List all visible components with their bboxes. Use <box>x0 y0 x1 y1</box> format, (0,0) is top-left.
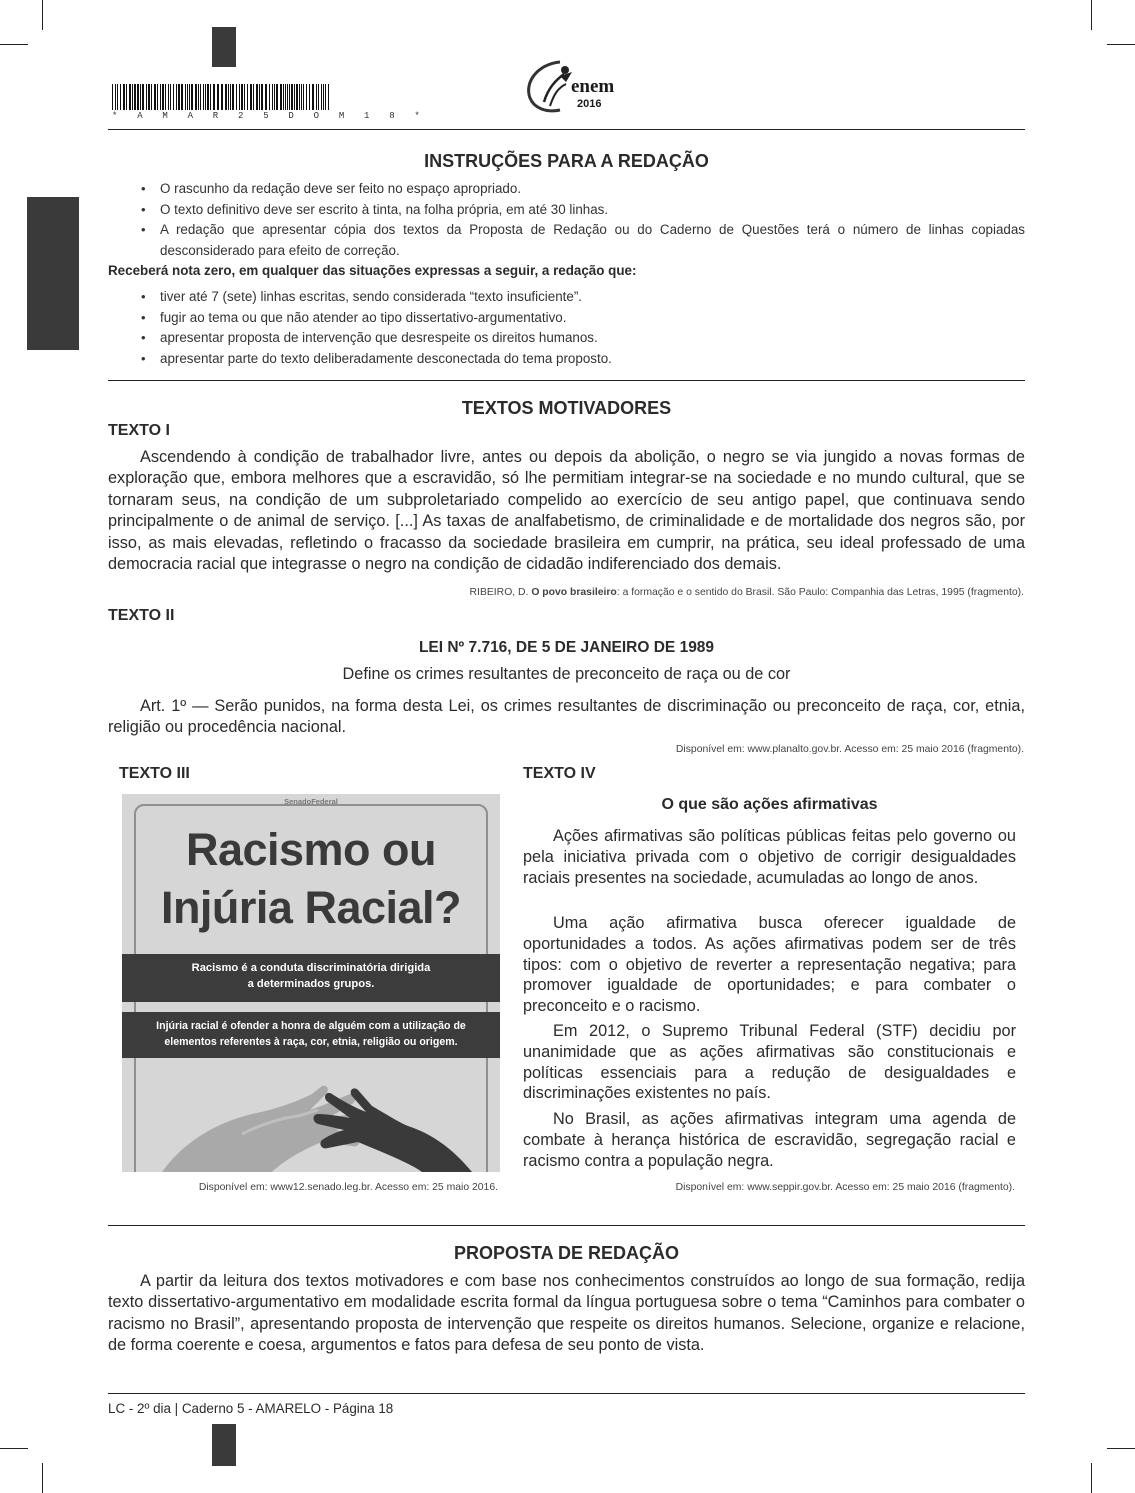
barcode-bar <box>285 84 286 110</box>
crop-mark <box>42 1463 43 1493</box>
barcode-bar <box>205 84 206 110</box>
texto-i-label: TEXTO I <box>108 422 170 439</box>
barcode-bar <box>253 84 254 110</box>
barcode-bar <box>318 84 319 110</box>
barcode-bar <box>321 84 322 110</box>
barcode-bar <box>312 84 314 110</box>
poster-image <box>122 794 500 1172</box>
barcode-bar <box>200 84 201 110</box>
texto-iv-paragraph: Uma ação afirmativa busca oferecer igualdade de oportunidades a todos. As ações afirmativas podem ser de três tipos: com o objetivo de reverter a representação negativa; para promover igualdade de oportunidades; e para combater o preconceito e o racismo. <box>523 914 1016 1016</box>
barcode-bar <box>117 84 118 110</box>
crop-mark <box>0 1448 28 1449</box>
barcode-bar <box>203 84 204 110</box>
poster-title-line1: Racismo ou <box>185 824 437 875</box>
texto-iv-paragraph: Ações afirmativas são políticas públicas feitas pelo governo ou pela iniciativa privada com o objetivo de corrigir desigualdades raciais presentes na sociedade, acumuladas ao longo de anos. <box>523 827 1016 887</box>
barcode-bar <box>195 84 197 110</box>
barcode-bar <box>137 84 139 110</box>
barcode-code: * A M A R 2 5 D O M 1 8 * <box>112 111 428 121</box>
barcode-bar <box>185 84 186 110</box>
barcode-bar <box>187 84 188 110</box>
barcode-bar <box>299 84 300 110</box>
texto-ii-label: TEXTO II <box>108 607 175 624</box>
zero-score-list <box>140 287 1025 369</box>
list-item: • tiver até 7 (sete) linhas escritas, sendo considerada “texto insuficiente”. <box>140 287 1025 308</box>
divider <box>108 380 1025 381</box>
texto-iv-paragraph: Em 2012, o Supremo Tribunal Federal (STF) decidiu por unanimidade que as ações afirmativas são constitucionais e políticas essenciais para a redução de desigualdades e discriminações existentes no país. <box>523 1022 1016 1103</box>
barcode-bar <box>115 84 116 110</box>
barcode-bar <box>269 84 270 110</box>
texto-iii-label: TEXTO III <box>119 765 190 782</box>
barcode-bar <box>132 84 133 110</box>
barcode-bar <box>198 84 199 110</box>
proposta-body: A partir da leitura dos textos motivadores e com base nos conhecimentos construídos ao longo de sua formação, redija texto dissertativo-argumentativo em modalidade escrita formal da língua portuguesa sobre o tema “Caminhos para combater o racismo no Brasil”, apresentando proposta de intervenção que respeite os direitos humanos. Selecione, organize e relacione, de forma coerente e coesa, argumentos e fatos para defesa de seu ponto de vista. <box>108 1272 1025 1355</box>
logo-wordmark: enem <box>571 76 615 97</box>
barcode-bar <box>325 84 326 110</box>
barcode-bar <box>146 84 147 110</box>
barcode-bar <box>176 84 177 110</box>
barcode-bar <box>181 84 183 110</box>
barcode-bar <box>162 84 164 110</box>
poster-title-line2: Injúria Racial? <box>160 882 462 933</box>
barcode-bar <box>210 84 211 110</box>
page-footer: LC - 2º dia | Caderno 5 - AMARELO - Página 18 <box>108 1401 394 1416</box>
barcode-bar <box>126 84 127 110</box>
texto-i-source: RIBEIRO, D. O povo brasileiro: a formação e o sentido do Brasil. São Paulo: Companhia das Letras, 1995 (fragmento). <box>469 587 1024 598</box>
instructions-list <box>140 179 1025 261</box>
texto-iii-source: Disponível em: www12.senado.leg.br. Acesso em: 25 maio 2016. <box>198 1182 498 1193</box>
barcode-bar <box>291 84 293 110</box>
barcode-bar <box>272 84 273 110</box>
barcode-bar <box>236 84 237 110</box>
list-item: • apresentar parte do texto deliberadamente desconectada do tema proposto. <box>140 349 1025 370</box>
barcode-bar <box>148 84 150 110</box>
crop-mark <box>1091 1463 1092 1493</box>
divider <box>108 129 1025 130</box>
barcode-bar <box>140 84 141 110</box>
barcode-bar <box>213 84 215 110</box>
barcode-bar <box>301 84 302 110</box>
barcode-bar <box>250 84 252 110</box>
barcode-bar <box>123 84 125 110</box>
barcode-bar <box>207 84 209 110</box>
barcode-bar <box>283 84 284 110</box>
barcode-bar <box>225 84 227 110</box>
barcode-bar <box>306 84 307 110</box>
barcode-bar <box>173 84 174 110</box>
barcode-bar <box>244 84 245 110</box>
barcode-bar <box>232 84 234 110</box>
barcode-bar <box>129 84 131 110</box>
texto-ii-source: Disponível em: www.planalto.gov.br. Acesso em: 25 maio 2016 (fragmento). <box>675 744 1024 755</box>
barcode-bar <box>189 84 190 110</box>
poster-band-injuria: Injúria racial é ofender a honra de alguém com a utilização de elementos referentes à raça, cor, etnia, religião ou origem. <box>122 1012 500 1058</box>
barcode-bar <box>228 84 229 110</box>
divider <box>108 1393 1025 1394</box>
crop-mark <box>0 44 28 45</box>
barcode-bar <box>274 84 275 110</box>
poster-brand: SenadoFederal <box>284 797 338 806</box>
barcode-bar <box>265 84 267 110</box>
barcode-bar <box>296 84 298 110</box>
barcode-bar <box>168 84 169 110</box>
barcode-bar <box>170 84 171 110</box>
texto-iv-label: TEXTO IV <box>523 765 596 782</box>
barcode-bar <box>323 84 324 110</box>
barcode-bar <box>230 84 231 110</box>
list-item: • O rascunho da redação deve ser feito no espaço apropriado. <box>140 179 1025 200</box>
crop-mark <box>1107 44 1135 45</box>
poster-band-racismo: Racismo é a conduta discriminatória dirigida a determinados grupos. <box>122 954 500 1002</box>
list-item: • fugir ao tema ou que não atender ao tipo dissertativo-argumentativo. <box>140 308 1025 329</box>
barcode-bar <box>154 84 156 110</box>
texto-iv-source: Disponível em: www.seppir.gov.br. Acesso em: 25 maio 2016 (fragmento). <box>675 1182 1015 1193</box>
barcode-bar <box>160 84 161 110</box>
law-subtitle: Define os crimes resultantes de preconceito de raça ou de cor <box>342 665 791 683</box>
barcode-bar <box>294 84 295 110</box>
barcode-bar <box>217 84 219 110</box>
barcode-bar <box>303 84 304 110</box>
barcode-bar <box>151 84 152 110</box>
barcode-bar <box>287 84 288 110</box>
zero-score-heading: Receberá nota zero, em qualquer das situações expressas a seguir, a redação que: <box>108 263 637 278</box>
barcode-bar <box>157 84 158 110</box>
barcode-bar <box>120 84 121 110</box>
instructions-title: INSTRUÇÕES PARA A REDAÇÃO <box>424 151 709 171</box>
proposta-title: PROPOSTA DE REDAÇÃO <box>453 1243 680 1263</box>
crop-mark <box>1091 0 1092 30</box>
barcode-bar <box>309 84 310 110</box>
barcode-bar <box>247 84 248 110</box>
barcode-bar <box>142 84 144 110</box>
barcode-bar <box>178 84 180 110</box>
barcode-bar <box>289 84 290 110</box>
barcode-bar <box>239 84 240 110</box>
barcode <box>112 84 334 110</box>
registration-marker-bottom <box>212 1424 236 1466</box>
texto-iv-paragraph: No Brasil, as ações afirmativas integram uma agenda de combate à herança histórica de escravidão, segregação racial e racismo contra a população negra. <box>523 1110 1016 1170</box>
crop-mark <box>42 0 43 30</box>
barcode-bar <box>276 84 278 110</box>
texto-ii-body: Art. 1º — Serão punidos, na forma desta Lei, os crimes resultantes de discriminação ou preconceito de raça, cor, etnia, religião ou procedência nacional. <box>108 697 1025 737</box>
barcode-bar <box>241 84 243 110</box>
texto-i-body: Ascendendo à condição de trabalhador livre, antes ou depois da abolição, o negro se via jungido a novas formas de exploração que, embora melhores que a escravidão, só lhe permitiam integrar-se na sociedade e no mundo cultural, que se tornaram seus, na condição de um subproletariado compelido ao exercício de seu antigo papel, que continuava sendo principalmente o de animal de serviço. [...] As taxas de analfabetismo, de criminalidade e de mortalidade dos negros são, por isso, as mais elevadas, refletindo o fracasso da sociedade brasileira em cumprir, na prática, seu ideal professado de uma democracia racial que integrasse o negro na condição de cidadão indiferenciado dos demais. <box>108 448 1025 574</box>
list-item: • apresentar proposta de intervenção que desrespeite os direitos humanos. <box>140 328 1025 349</box>
registration-marker-top <box>212 27 236 67</box>
barcode-bar <box>256 84 258 110</box>
list-item: • A redação que apresentar cópia dos textos da Proposta de Redação ou do Caderno de Questões terá o número de linhas copiadas desconsiderado para efeito de correção. <box>140 220 1025 261</box>
barcode-bar <box>191 84 193 110</box>
barcode-bar <box>280 84 282 110</box>
crop-mark <box>1107 1448 1135 1449</box>
barcode-bar <box>259 84 260 110</box>
barcode-bar <box>134 84 136 110</box>
logo-year: 2016 <box>577 98 602 110</box>
law-title: LEI Nº 7.716, DE 5 DE JANEIRO DE 1989 <box>418 639 715 656</box>
divider <box>108 1225 1025 1226</box>
list-item: • O texto definitivo deve ser escrito à tinta, na folha própria, em até 30 linhas. <box>140 200 1025 221</box>
barcode-bar <box>316 84 317 110</box>
side-tab-marker <box>27 197 79 350</box>
barcode-bar <box>261 84 263 110</box>
barcode-bar <box>328 84 329 110</box>
motivadores-title: TEXTOS MOTIVADORES <box>461 398 672 418</box>
barcode-bar <box>112 84 113 110</box>
hands-illustration-icon <box>122 1014 500 1172</box>
barcode-bar <box>221 84 223 110</box>
barcode-bar <box>165 84 166 110</box>
texto-iv-title: O que são ações afirmativas <box>661 796 878 813</box>
